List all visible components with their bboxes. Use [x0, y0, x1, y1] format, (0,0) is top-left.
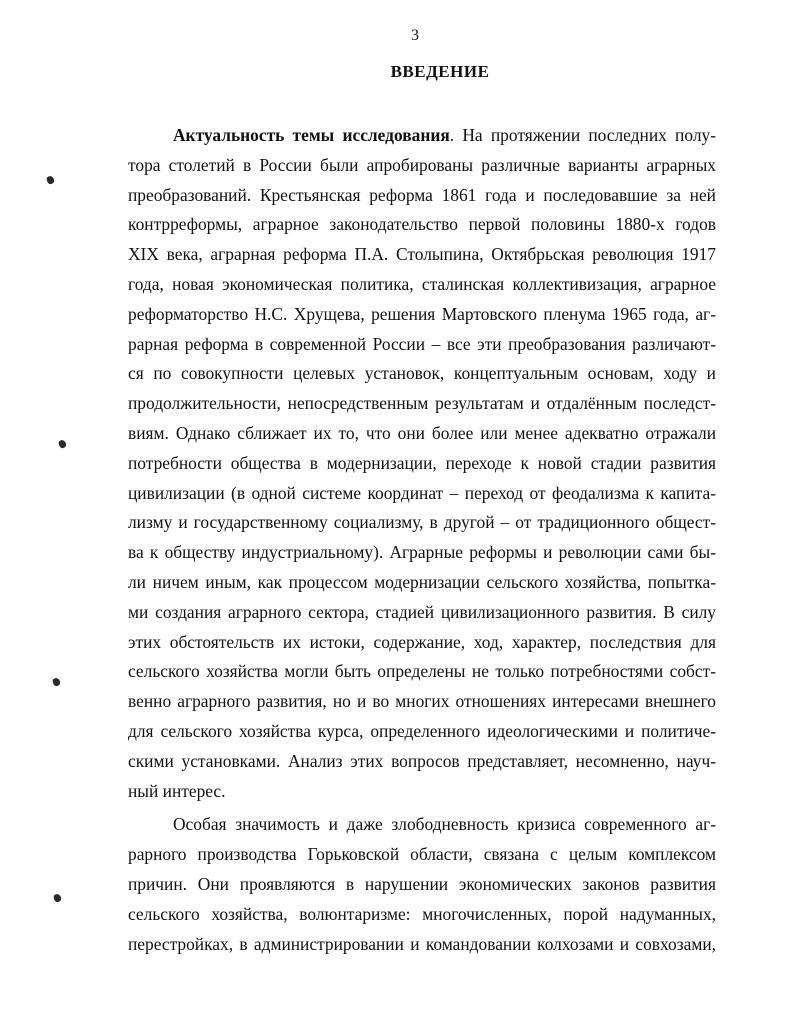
- paragraph-line: цивилизации (в одной системе координат – переход от феодализма к капита-: [128, 482, 716, 503]
- paragraph-line: преобразований. Крестьянская реформа 1861 года и последовавшие за ней: [128, 184, 716, 205]
- paragraph-line: ся по совокупности целевых установок, концептуальным основам, ходу и: [128, 363, 716, 384]
- paragraph-line: Особая значимость и даже злободневность кризиса современного аг-: [173, 814, 716, 835]
- margin-scan-mark: [54, 894, 62, 903]
- paragraph-line: [128, 121, 716, 151]
- paragraph-line: лизму и государственному социализму, в другой – от традиционного общест-: [128, 512, 716, 533]
- paragraph-line: сельского хозяйства могли быть определены не только потребностями собст-: [128, 661, 716, 682]
- paragraph-line: потребности общества в модернизации, переходе к новой стадии развития: [128, 452, 716, 473]
- paragraph-line: ми создания аграрного сектора, стадией цивилизационного развития. В силу: [128, 601, 716, 622]
- paragraph-line: этих обстоятельств их истоки, содержание, ход, характер, последствия для: [128, 631, 716, 652]
- paragraph-line: ный интерес.: [128, 780, 226, 801]
- paragraph-line: венно аграрного развития, но и во многих отношениях интересами внешнего: [128, 691, 716, 712]
- paragraph-line: виям. Однако сближает их то, что они более или менее адекватно отражали: [128, 422, 716, 443]
- paragraph-line: ва к обществу индустриальному). Аграрные реформы и революции сами бы-: [128, 542, 716, 563]
- paragraph-lead: Актуальность темы исследования: [173, 125, 450, 145]
- paragraph-line: XIX века, аграрная реформа П.А. Столыпина, Октябрьская революция 1917: [128, 244, 716, 265]
- paragraph-line: рарная реформа в современной России – все эти преобразования различают-: [128, 333, 716, 354]
- paragraph-line: причин. Они проявляются в нарушении экономических законов развития: [128, 873, 716, 894]
- paragraph-line: тора столетий в России были апробированы различные варианты аграрных: [128, 154, 716, 175]
- section-heading: ВВЕДЕНИЕ: [390, 62, 490, 81]
- paragraph-line: сельского хозяйства, волюнтаризме: многочисленных, порой надуманных,: [128, 903, 716, 924]
- paragraph-line: скими установками. Анализ этих вопросов представляет, несомненно, науч-: [128, 750, 716, 771]
- paragraph-line: ли ничем иным, как процессом модернизации сельского хозяйства, попытка-: [128, 571, 716, 592]
- paragraph-line: года, новая экономическая политика, сталинская коллективизация, аграрное: [128, 273, 716, 294]
- document-body: [128, 121, 716, 959]
- paragraph-line: перестройках, в администрировании и командовании колхозами и совхозами,: [128, 933, 716, 954]
- paragraph-line: реформаторство Н.С. Хрущева, решения Мартовского пленума 1965 года, аг-: [128, 303, 716, 324]
- margin-scan-mark: [59, 440, 67, 449]
- paragraph-lead-rest: . На протяжении последних полу-: [449, 125, 716, 145]
- margin-scan-mark: [47, 176, 55, 185]
- margin-scan-mark: [53, 678, 61, 687]
- paragraph-line: контрреформы, аграрное законодательство первой половины 1880-х годов: [128, 214, 716, 235]
- paragraph-line: рарного производства Горьковской области, связана с целым комплексом: [128, 844, 716, 865]
- page-number: 3: [411, 27, 419, 44]
- paragraph-line: продолжительности, непосредственным результатам и отдалённым последст-: [128, 393, 716, 414]
- paragraph-line: для сельского хозяйства курса, определенного идеологическими и политиче-: [128, 720, 716, 741]
